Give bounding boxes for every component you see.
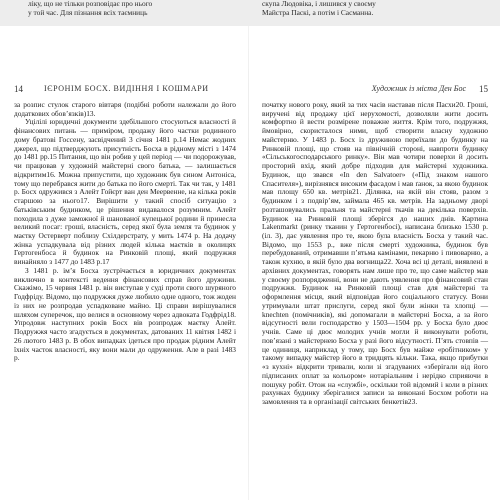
left-page-header xyxy=(14,83,236,95)
right-running-head: Художник із міста Ден Бос xyxy=(371,84,466,93)
left-page-number: 14 xyxy=(14,84,23,94)
right-page-number: 15 xyxy=(479,84,488,94)
right-page-header xyxy=(262,83,488,95)
previous-page-strip xyxy=(0,0,500,26)
left-page-body xyxy=(14,101,236,363)
fragment-line: у той час. Для пізнання всіх таємниць xyxy=(28,7,148,17)
page-gutter xyxy=(248,26,249,500)
paragraph: за розпис стулок старого вівтаря (подібні роботи належали до його додаткових обов’язків)13. xyxy=(14,100,236,118)
previous-page-right-fragment xyxy=(262,0,488,26)
previous-page-left-fragment xyxy=(14,0,236,26)
right-page-body xyxy=(262,101,488,407)
left-running-head: ІЄРОНІМ БОСХ. ВИДІННЯ І КОШМАРИ xyxy=(44,84,209,93)
paragraph: З 1481 р. ім’я Босха зустрічається в юридичних документах виключно в контексті ведення фінансових справ його дружини. Скажімо, 15 червня 1481 р. він виступав у суді проти свого шуряного Годфріду. Відомо, що подружжя дуже любило одне одного, тож жоден із них не розпродав успадковане майно. Ці справи вирішувалися шляхом суперечок, що велися в основному через адвоката Годфрід18. Упродовж наступних років Босх вів розпродаж маєтку Алейт. Подружжя часто згадується в документах, датованих 11 квітня 1482 і 26 лютого 1483 р. В обох випадках ідеться про продаж рідним Алейт їхніх часток власності, яку вони мали до одруження. Але в разі 1483 р. xyxy=(14,265,236,363)
fragment-line: скупа Людовіка, і лишився у своєму xyxy=(262,0,376,8)
paragraph: початку нового року, який за тих часів наставав після Пасхи20. Гроші, виручені від продажу цієї нерухомості, дозволяли жити досить комфортно й вести розмірене поважне життя. Крім того, подружжя, ймовірно, скористалося ними, щоб створити власну художню майстерню. У 1483 р. Босх із дружиною переїхали до будинку на Ринковій площі, що стояв на північній стороні, навпроти будинку «Сільськогосподарського ринку». Він мав чотири поверхи й досить просторий вхід, який добре підходив для майстерні художника. Будинок, що звався «In den Salvatoer» («Під знаком нашого Спасителя»), вирізнявся високим фасадом і мав ґанок, за якою будинок мав площу 650 кв. метрів21. Ділянка, на якій він стояв, разом з будинком і з подвір’ям, займала 465 кв. метрів. На задньому дворі розташовувались пральня та майстерні ткачів на декілька поверхів. Будинок на Ринковій площі зберігся до наших днів. Картина Lakenmarkt (ринку тканин у Гертогенбосі), написана близько 1530 р. (іл. 3), дає уявлення про те, якою була власність Босха у такий час. Відомо, що 1553 р., вже після смерті художника, будинок був перебудований, отримавши п’ятьма камінами, пекарню і пивоварню, а також кухню, в якій було два вогнища22. Хоча всі ці деталі, виявлені в архівних документах, говорять нам лише про те, що саме майстер мав у своєму розпорядженні, вони не дають уявлення про фінансовий стан подружжя. Будинок на Ринковій площі став для майстерні та оформлення місця, який відповідав його соціального статусу. Вони утримували штат прислуги, серед якої були жінки та хлопці — knechten (помічників), які допомагали в майстерні Босха, а за його відсутності вели господарство у 1503—1504 рр. у Босха було двоє учнів. Саме ці двоє молодих учнів могли й виконувати роботи, пов’язані з майстернею Босха у разі його відсутності. П’ять стовпів — це одиниця, наприклад у тому, що Босх був майже «робітником» у такому випадку майстер його в тридцять кільки. Така, якщо прибутки «з кухні» відкрити тривали, коли зі згадуваних «зберігали від його підписаних оплат за кольором» нотаріальним і нерідко сприяючи в пошуку робіт. Отож на «службі», оскільки той відомий і коли в різних рахунках будинку зберігалися записи за виконані Босхом роботи на замовлення та в організації світських бенкетів23. xyxy=(262,100,488,406)
fragment-line: Майстра Паскі, а потім і Сасманна. xyxy=(262,7,374,17)
fragment-line: ліку, що не тільки розповідає про нього xyxy=(28,0,153,8)
paragraph: Уцілілі юридичні документи здебільшого стосуються власності й фінансових питань — приміром, продажу його частки родинного дому братові Госсену, засвідчений 3 січня 1481 р.14 Немає жодних джерел, що підтверджують присутність Босха в рідному місті з 1474 до 1481 рр.15 Питання, що він робив у цей період — чи подорожував, чи працював у художній майстерні свого батька, — залишається відкритим16. Можна припустити, що художник був сином Антоніса, тому що перебрався жити до батька по його смерті. Так чи так, у 1481 р. Босх одружився з Алейт Гойєрт ван ден Меервенне, на кілька років старшою за нього17. Вирішити у такий спосіб ситуацію з батьківським будинком, це рішення видавалося розумним. Алейт походила з дуже заможної й шанованої купецької родини й принесла великий посаг: гроші, власність, серед якої була земля та будинок у маєтку Остерверт поблизу Схілдерстрату, у мить 1474 р. На додачу жінка успадкувала від різних людей кілька маєтків в околицях Гертогенбоса й будинок на Ринковій площі, який подружжя винайняло з 1477 до 1483 р.17 xyxy=(14,117,236,267)
